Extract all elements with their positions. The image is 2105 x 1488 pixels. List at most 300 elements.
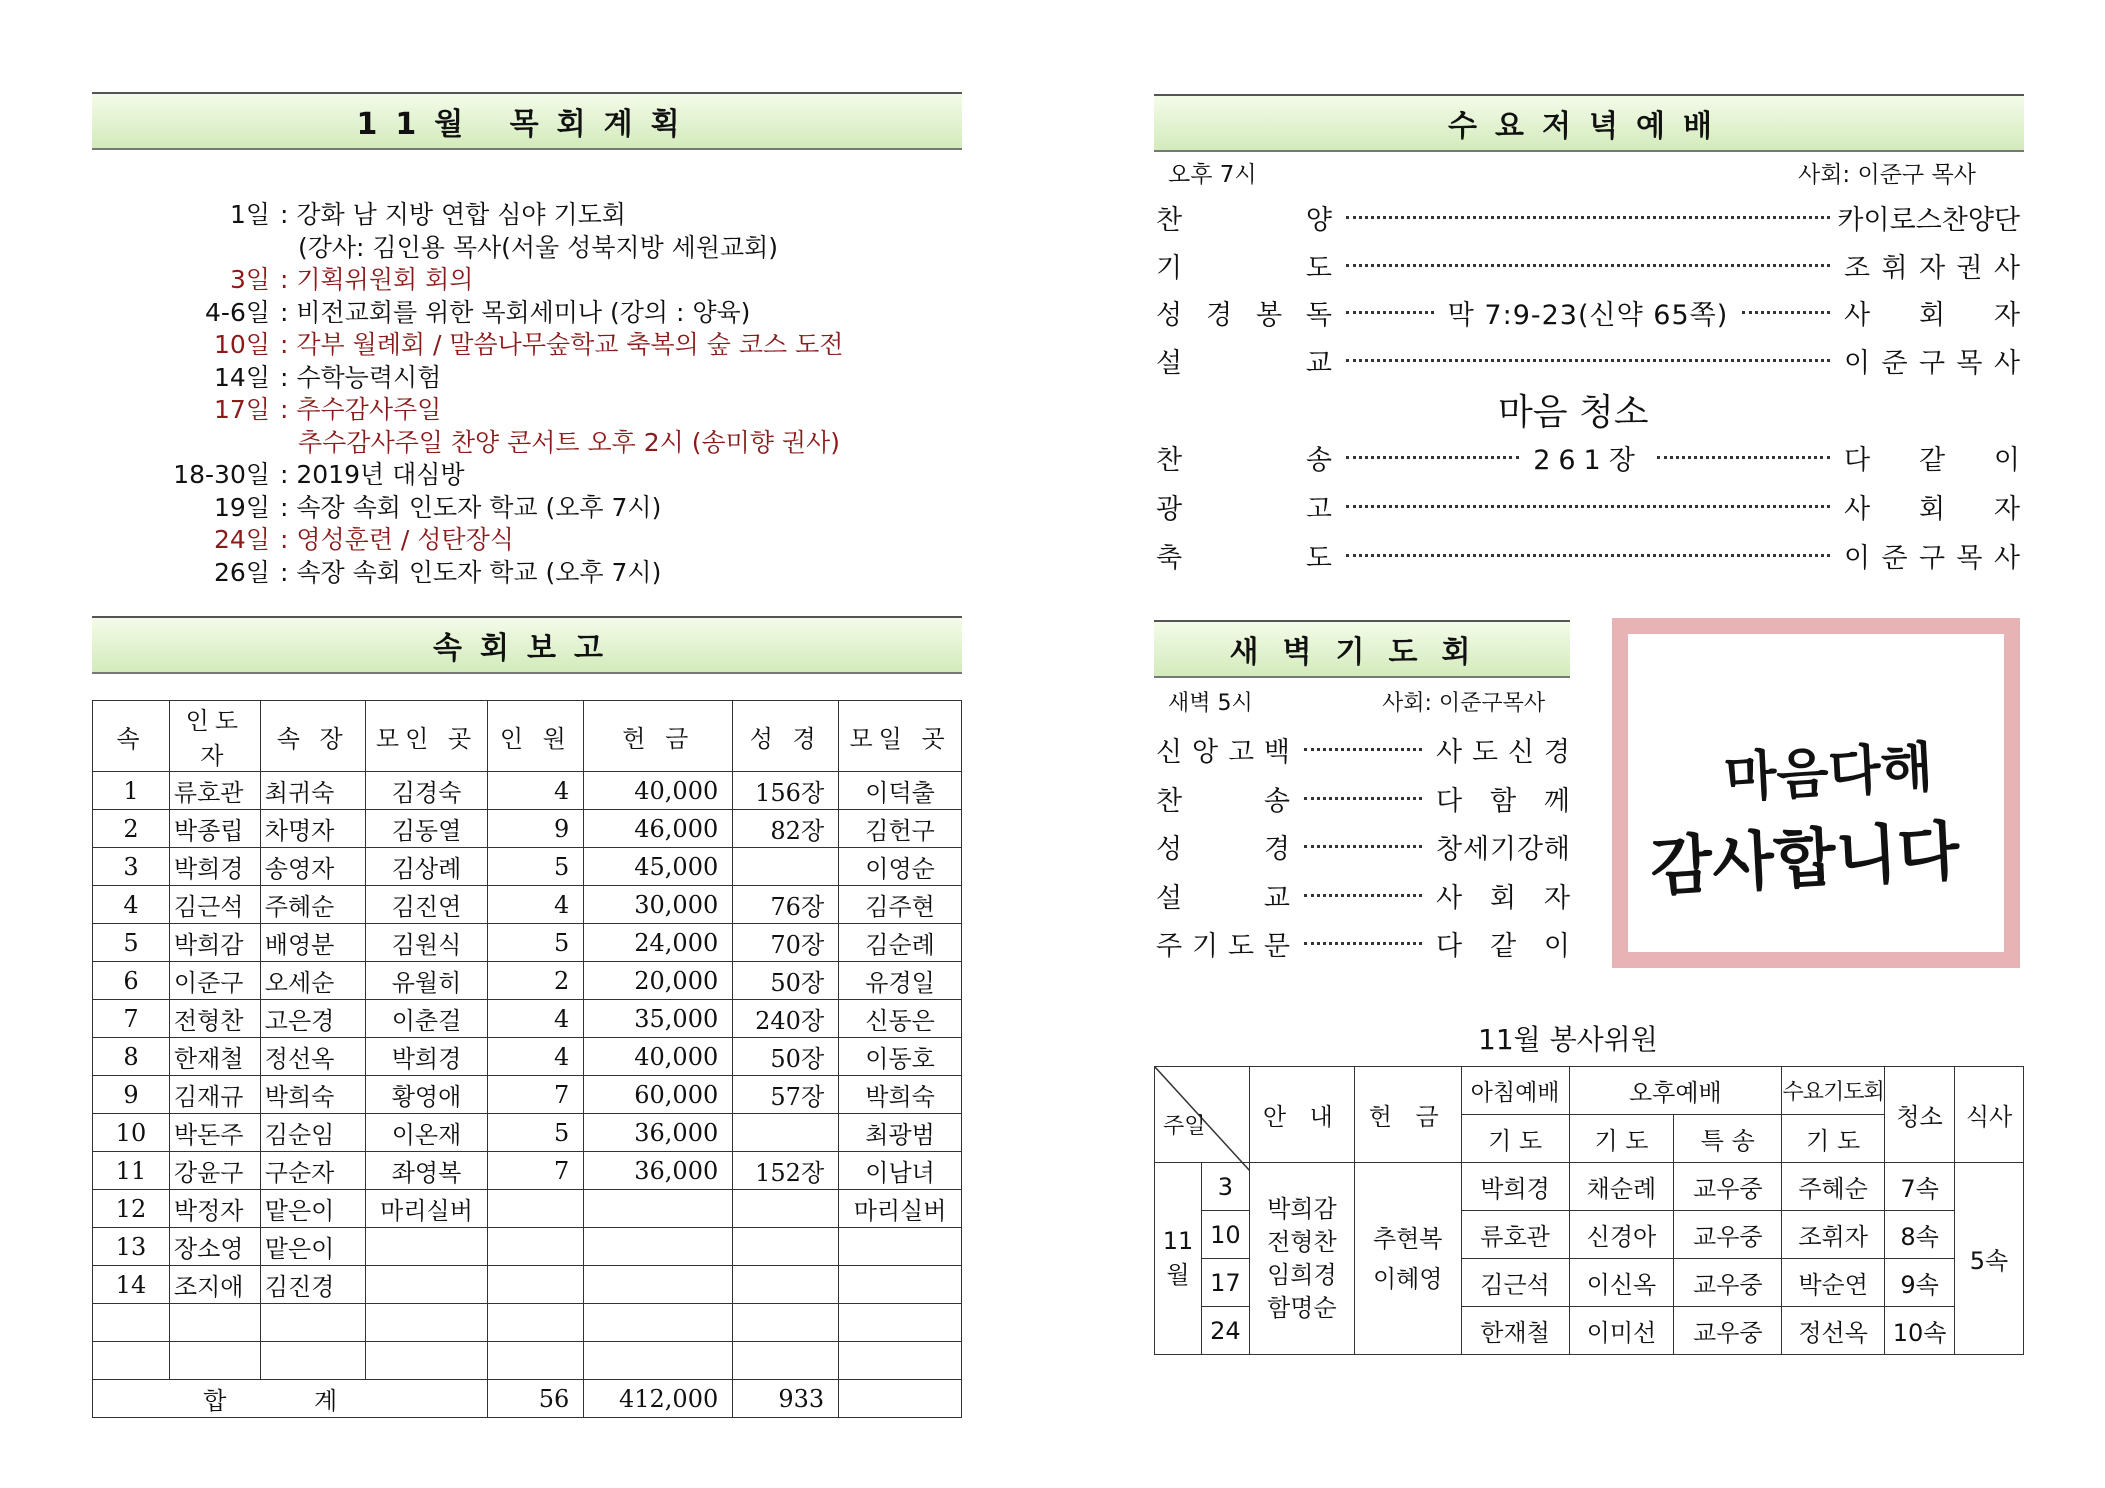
leader-dots [1304, 845, 1422, 848]
cell-table-cell [260, 1342, 365, 1380]
schedule-item [150, 553, 661, 589]
order-value: 사 회 자 [1844, 494, 2020, 525]
cell-table-cell: 박돈주 [169, 1114, 260, 1152]
schedule-text: : 각부 월례회 / 말씀나무숲학교 축복의 숲 코스 도전 [280, 330, 844, 359]
serve-h-offer: 헌 금 [1354, 1067, 1461, 1163]
order-value: 사 도 신 경 [1436, 737, 1570, 768]
cell-table-cell: 김근석 [169, 886, 260, 924]
cell-table-cell: 장소영 [169, 1228, 260, 1266]
serve-meal: 5속 [1955, 1163, 2024, 1355]
cell-table-cell: 7 [93, 1000, 170, 1038]
dawn-prayer-title: 새벽기도회 [1229, 635, 1495, 670]
cell-table-cell [733, 1114, 839, 1152]
serve-h-morning: 아침예배 [1461, 1067, 1569, 1115]
serve-wed: 박순연 [1782, 1259, 1885, 1307]
order-row [1156, 779, 1570, 818]
order-key: 기 도 [1156, 252, 1332, 284]
cell-table-row [93, 1228, 962, 1266]
cell-table-cell [365, 1228, 488, 1266]
schedule-item [150, 325, 843, 361]
order-value: 이 준 구 목 사 [1844, 347, 2020, 379]
order-value: 다 함 께 [1436, 785, 1570, 817]
cell-table-cell: 4 [93, 886, 170, 924]
total-money: 412,000 [584, 1380, 733, 1418]
cell-table-cell: 12 [93, 1190, 170, 1228]
cell-table-header-row [93, 701, 962, 772]
cell-table-row [93, 848, 962, 886]
schedule-text: : 추수감사주일 [280, 395, 442, 424]
serve-sub-afternoon-pray: 기 도 [1569, 1115, 1674, 1163]
total-row [93, 1380, 962, 1418]
serve-offer [1354, 1163, 1461, 1355]
cell-table-cell: 7 [488, 1152, 584, 1190]
cell-table-cell: 강윤구 [169, 1152, 260, 1190]
serve-clean: 7속 [1885, 1163, 1955, 1211]
cell-table-cell: 박희숙 [260, 1076, 365, 1114]
cell-table-cell: 전형찬 [169, 1000, 260, 1038]
offer-name: 이혜영 [1372, 1264, 1443, 1293]
cell-table-cell: 152장 [733, 1152, 839, 1190]
cell-table-cell [169, 1304, 260, 1342]
schedule-item [150, 455, 465, 491]
cell-table-row [93, 1114, 962, 1152]
cell-table-cell [839, 1304, 962, 1342]
order-key: 찬 송 [1156, 785, 1290, 817]
cell-table-cell [839, 1228, 962, 1266]
cell-table-cell: 김원식 [365, 924, 488, 962]
cell-table-cell [365, 1266, 488, 1304]
schedule-item [150, 520, 514, 556]
thanks-card-line2: 감사합니다 [1648, 813, 1962, 906]
cell-table-cell [839, 1342, 962, 1380]
serve-clean: 8속 [1885, 1211, 1955, 1259]
schedule-item [150, 390, 441, 426]
cell-table-cell [839, 1266, 962, 1304]
cell-table-cell: 40,000 [584, 772, 733, 810]
schedule-day: 1일 [229, 200, 270, 229]
cell-table-cell: 76장 [733, 886, 839, 924]
serve-title: 11월 봉사위원 [1478, 1023, 1658, 1056]
cell-table-cell: 35,000 [584, 1000, 733, 1038]
schedule-item [150, 358, 441, 394]
order-row [1156, 924, 1570, 963]
order-value: 조 휘 자 권 사 [1844, 252, 2020, 284]
cell-table-cell: 이온재 [365, 1114, 488, 1152]
cell-table-cell: 이남녀 [839, 1152, 962, 1190]
cell-table-cell: 김동열 [365, 810, 488, 848]
cell-table-cell: 36,000 [584, 1152, 733, 1190]
order-row [1156, 438, 2020, 477]
cell-table-cell: 김주현 [839, 886, 962, 924]
thanks-card [1612, 618, 2020, 968]
leader-dots [1346, 456, 1519, 459]
serve-h-guide: 안 내 [1249, 1067, 1354, 1163]
cell-table-header: 모인 곳 [365, 701, 488, 772]
serve-song: 교우중 [1674, 1259, 1782, 1307]
cell-table-cell: 156장 [733, 772, 839, 810]
cell-table-cell: 주혜순 [260, 886, 365, 924]
order-row [1156, 730, 1570, 769]
cell-table-cell: 13 [93, 1228, 170, 1266]
schedule-day: 10일 [214, 330, 270, 359]
cell-table-cell [584, 1190, 733, 1228]
serve-clean: 10속 [1885, 1307, 1955, 1355]
cell-table-cell [733, 1342, 839, 1380]
cell-table-header: 성 경 [733, 701, 839, 772]
cell-table-cell [733, 1266, 839, 1304]
guide-name: 함명순 [1267, 1293, 1337, 1322]
dawn-host: 사회: 이준구목사 [1382, 691, 1546, 716]
cell-table-cell [733, 1304, 839, 1342]
serve-afternoon: 이신옥 [1569, 1259, 1674, 1307]
cell-table-cell: 57장 [733, 1076, 839, 1114]
wednesday-host: 사회: 이준구 목사 [1798, 162, 1976, 188]
cell-table-cell: 5 [488, 848, 584, 886]
cell-table-cell: 2 [488, 962, 584, 1000]
cell-table-cell [93, 1342, 170, 1380]
leader-dots [1304, 942, 1422, 945]
cell-table-cell: 박종립 [169, 810, 260, 848]
cell-table-cell: 5 [488, 924, 584, 962]
order-row [1156, 827, 1570, 866]
order-key: 찬 양 [1156, 205, 1332, 236]
order-value: 이 준 구 목 사 [1844, 543, 2020, 574]
cell-table-cell: 9 [93, 1076, 170, 1114]
cell-table-cell: 마리실버 [365, 1190, 488, 1228]
serve-sub-afternoon-song: 특 송 [1674, 1115, 1782, 1163]
cell-table-cell: 김경숙 [365, 772, 488, 810]
cell-table-cell: 10 [93, 1114, 170, 1152]
cell-table-cell: 맡은이 [260, 1190, 365, 1228]
cell-table-cell: 240장 [733, 1000, 839, 1038]
cell-table-cell: 황영애 [365, 1076, 488, 1114]
order-key: 축 도 [1156, 543, 1332, 574]
cell-table-cell [488, 1190, 584, 1228]
leader-dots [1346, 554, 1830, 557]
cell-table-cell [584, 1228, 733, 1266]
schedule-item [150, 423, 840, 459]
schedule-day [150, 228, 270, 264]
serve-day: 3 [1201, 1163, 1249, 1211]
cell-table-cell: 조지애 [169, 1266, 260, 1304]
schedule-item [150, 228, 778, 264]
cell-table-row [93, 1266, 962, 1304]
serve-day: 17 [1201, 1259, 1249, 1307]
cell-table-cell: 김헌구 [839, 810, 962, 848]
cell-table-cell [584, 1342, 733, 1380]
order-row [1156, 876, 1570, 915]
cell-table-row [93, 924, 962, 962]
serve-song: 교우중 [1674, 1163, 1782, 1211]
serve-guides [1249, 1163, 1354, 1355]
cell-table-cell: 김재규 [169, 1076, 260, 1114]
serve-h-afternoon: 오후예배 [1569, 1067, 1782, 1115]
serve-song: 교우중 [1674, 1307, 1782, 1355]
schedule-item [150, 293, 750, 329]
sermon-title: 마음 청소 [1498, 392, 1649, 433]
serve-corner [1155, 1067, 1250, 1163]
schedule-text: : 수학능력시험 [280, 362, 442, 392]
cell-table-cell: 6 [93, 962, 170, 1000]
total-bible: 933 [733, 1380, 839, 1418]
cell-table-cell [733, 1228, 839, 1266]
guide-name: 박희감 [1267, 1194, 1337, 1223]
order-key: 성 경 [1156, 834, 1290, 865]
wednesday-worship-header [1154, 94, 2024, 152]
cell-table-cell: 24,000 [584, 924, 733, 962]
cell-table-cell [488, 1228, 584, 1266]
cell-table-cell: 4 [488, 1000, 584, 1038]
cell-table-header: 속 [93, 701, 170, 772]
cell-table-cell [488, 1266, 584, 1304]
schedule-day: 4-6일 [205, 297, 270, 327]
wednesday-worship-title: 수요저녁예배 [1448, 109, 1730, 144]
schedule-text: : 기획위원회 회의 [280, 265, 474, 294]
schedule-text: : 속장 속회 인도자 학교 (오후 7시) [280, 492, 662, 522]
cell-table-cell: 8 [93, 1038, 170, 1076]
serve-sub-wed-pray: 기 도 [1782, 1115, 1885, 1163]
serve-day: 10 [1201, 1211, 1249, 1259]
cell-table-cell: 박희경 [365, 1038, 488, 1076]
cell-table-cell: 좌영복 [365, 1152, 488, 1190]
wednesday-time: 오후 7시 [1168, 162, 1257, 188]
cell-table-row [93, 1304, 962, 1342]
schedule-text: : 영성훈련 / 성탄장식 [280, 525, 514, 554]
cell-table-cell: 최귀숙 [260, 772, 365, 810]
order-value: 사 회 자 [1436, 882, 1570, 914]
cell-report-title: 속회보고 [433, 631, 621, 666]
serve-morning: 류호관 [1461, 1211, 1569, 1259]
cell-table-cell: 정선옥 [260, 1038, 365, 1076]
order-row [1156, 341, 2020, 380]
cell-table-cell: 9 [488, 810, 584, 848]
cell-table-cell: 송영자 [260, 848, 365, 886]
cell-table-cell [365, 1342, 488, 1380]
leader-dots [1304, 748, 1422, 751]
cell-table-cell: 45,000 [584, 848, 733, 886]
cell-table-cell [488, 1304, 584, 1342]
cell-table-cell: 70장 [733, 924, 839, 962]
cell-table-cell: 이덕출 [839, 772, 962, 810]
leader-dots [1304, 797, 1422, 800]
cell-table-cell: 1 [93, 772, 170, 810]
cell-table-cell: 고은경 [260, 1000, 365, 1038]
serve-h-meal: 식사 [1955, 1067, 2024, 1163]
order-row [1156, 536, 2020, 575]
order-row [1156, 293, 2020, 332]
leader-dots [1346, 216, 1830, 219]
cell-table-cell: 2 [93, 810, 170, 848]
leader-dots [1346, 311, 1434, 314]
cell-table-cell [169, 1342, 260, 1380]
cell-table-cell: 한재철 [169, 1038, 260, 1076]
cell-table-cell: 맡은이 [260, 1228, 365, 1266]
cell-table-cell [93, 1304, 170, 1342]
cell-table-cell: 이춘걸 [365, 1000, 488, 1038]
cell-table-cell: 신동은 [839, 1000, 962, 1038]
cell-table-cell: 김순례 [839, 924, 962, 962]
cell-table-cell: 82장 [733, 810, 839, 848]
cell-table-cell: 오세순 [260, 962, 365, 1000]
schedule-day: 17일 [214, 395, 270, 424]
order-key: 광 고 [1156, 494, 1332, 525]
leader-dots [1346, 359, 1830, 362]
order-key: 설 교 [1156, 347, 1332, 379]
cell-table-cell [733, 1190, 839, 1228]
cell-table-cell: 4 [488, 772, 584, 810]
order-key: 성 경 봉 독 [1156, 300, 1332, 331]
order-key: 신 앙 고 백 [1156, 737, 1290, 768]
cell-table-row [93, 1038, 962, 1076]
cell-table-cell: 60,000 [584, 1076, 733, 1114]
cell-table-row [93, 772, 962, 810]
serve-sub-morning-pray: 기 도 [1461, 1115, 1569, 1163]
cell-table-cell: 마리실버 [839, 1190, 962, 1228]
cell-table-cell: 14 [93, 1266, 170, 1304]
schedule-item [150, 260, 473, 296]
cell-table-row [93, 1000, 962, 1038]
cell-table-cell: 류호관 [169, 772, 260, 810]
offer-name: 추현복 [1372, 1224, 1443, 1253]
cell-table-cell: 20,000 [584, 962, 733, 1000]
cell-table-cell: 김순임 [260, 1114, 365, 1152]
cell-table-cell [584, 1266, 733, 1304]
cell-table-header: 속 장 [260, 701, 365, 772]
leader-dots [1304, 894, 1422, 897]
leader-dots [1657, 456, 1830, 459]
cell-table-cell: 이준구 [169, 962, 260, 1000]
cell-table-cell: 최광범 [839, 1114, 962, 1152]
serve-wed: 주혜순 [1782, 1163, 1885, 1211]
cell-table-cell: 박희숙 [839, 1076, 962, 1114]
schedule-item [150, 488, 661, 524]
schedule-text: : 비전교회를 위한 목회세미나 (강의 : 양육) [280, 297, 751, 327]
serve-morning: 한재철 [1461, 1307, 1569, 1355]
schedule-day: 26일 [214, 557, 270, 587]
thanks-card-line1: 마음다해 [1722, 734, 1935, 810]
serve-table [1154, 1066, 2024, 1355]
cell-report-header [92, 616, 962, 674]
schedule-text: 추수감사주일 찬양 콘서트 오후 2시 (송미향 권사) [298, 427, 840, 457]
order-row [1156, 198, 2020, 237]
monthly-plan-header [92, 92, 962, 150]
cell-table-cell: 박희경 [169, 848, 260, 886]
monthly-plan-title: 11월 목회계획 [356, 107, 698, 142]
serve-morning: 김근석 [1461, 1259, 1569, 1307]
guide-name: 전형찬 [1267, 1227, 1337, 1256]
cell-table-cell [584, 1304, 733, 1342]
cell-table-cell: 3 [93, 848, 170, 886]
serve-month: 11월 [1155, 1163, 1202, 1355]
cell-table-cell: 50장 [733, 1038, 839, 1076]
serve-h-clean: 청소 [1885, 1067, 1955, 1163]
dawn-time: 새벽 5시 [1168, 691, 1253, 716]
cell-table-cell: 30,000 [584, 886, 733, 924]
cell-report-table [92, 700, 962, 1418]
serve-morning: 박희경 [1461, 1163, 1569, 1211]
cell-table-cell: 이영순 [839, 848, 962, 886]
cell-table-row [93, 1076, 962, 1114]
order-value: 사 회 자 [1844, 300, 2021, 331]
cell-table-row [93, 1342, 962, 1380]
serve-afternoon: 이미선 [1569, 1307, 1674, 1355]
schedule-text: : 강화 남 지방 연합 심야 기도회 [280, 200, 626, 229]
order-key: 설 교 [1156, 882, 1290, 914]
cell-table-cell [488, 1342, 584, 1380]
cell-table-row [93, 810, 962, 848]
schedule-day: 19일 [214, 492, 270, 522]
cell-table-cell: 유월히 [365, 962, 488, 1000]
order-value: 다 같 이 [1436, 931, 1570, 962]
cell-table-row [93, 1152, 962, 1190]
cell-table-cell: 유경일 [839, 962, 962, 1000]
cell-table-row [93, 962, 962, 1000]
schedule-text: : 속장 속회 인도자 학교 (오후 7시) [280, 557, 662, 587]
order-key: 찬 송 [1156, 445, 1332, 476]
cell-table-cell: 5 [488, 1114, 584, 1152]
cell-table-cell: 김상례 [365, 848, 488, 886]
cell-table-cell: 구순자 [260, 1152, 365, 1190]
serve-song: 교우중 [1674, 1211, 1782, 1259]
cell-table-header: 인도자 [169, 701, 260, 772]
serve-afternoon: 채순례 [1569, 1163, 1674, 1211]
order-row [1156, 246, 2020, 285]
order-row [1156, 487, 2020, 526]
cell-table-cell: 4 [488, 886, 584, 924]
order-value: 다 같 이 [1844, 445, 2020, 476]
cell-table-cell: 김진연 [365, 886, 488, 924]
cell-table-row [93, 1190, 962, 1228]
cell-table-cell: 40,000 [584, 1038, 733, 1076]
cell-table-cell: 박정자 [169, 1190, 260, 1228]
schedule-day: 14일 [214, 362, 270, 392]
cell-table-header: 모일 곳 [839, 701, 962, 772]
serve-wed: 조휘자 [1782, 1211, 1885, 1259]
cell-table-cell: 5 [93, 924, 170, 962]
cell-table-cell [260, 1304, 365, 1342]
schedule-item [150, 195, 626, 231]
guide-name: 임희경 [1267, 1260, 1337, 1289]
order-key: 주 기 도 문 [1156, 931, 1290, 962]
cell-table-header: 헌 금 [584, 701, 733, 772]
order-value: 창 세 기 강 해 [1436, 834, 1570, 865]
cell-table-cell: 김진경 [260, 1266, 365, 1304]
cell-table-cell: 50장 [733, 962, 839, 1000]
cell-table-cell: 차명자 [260, 810, 365, 848]
serve-h-wed: 수요기도회 [1782, 1067, 1885, 1115]
cell-table-cell: 36,000 [584, 1114, 733, 1152]
cell-table-cell [365, 1304, 488, 1342]
cell-table-cell: 이동호 [839, 1038, 962, 1076]
serve-wed: 정선옥 [1782, 1307, 1885, 1355]
cell-table-cell: 7 [488, 1076, 584, 1114]
schedule-day [150, 423, 270, 459]
serve-clean: 9속 [1885, 1259, 1955, 1307]
total-empty [839, 1380, 962, 1418]
leader-dots [1346, 505, 1830, 508]
serve-corner-label: 주일 [1163, 1114, 1206, 1139]
total-label: 합 계 [93, 1380, 488, 1418]
cell-table-cell: 46,000 [584, 810, 733, 848]
cell-table-cell: 배영분 [260, 924, 365, 962]
order-value: 카이로스찬양단 [1837, 205, 2020, 236]
order-mid: 막 7:9-23(신약 65쪽) [1447, 300, 1729, 331]
cell-table-cell [733, 848, 839, 886]
schedule-text: : 2019년 대심방 [280, 460, 465, 489]
leader-dots [1346, 264, 1830, 267]
schedule-day: 3일 [229, 265, 270, 294]
schedule-day: 24일 [214, 525, 270, 554]
